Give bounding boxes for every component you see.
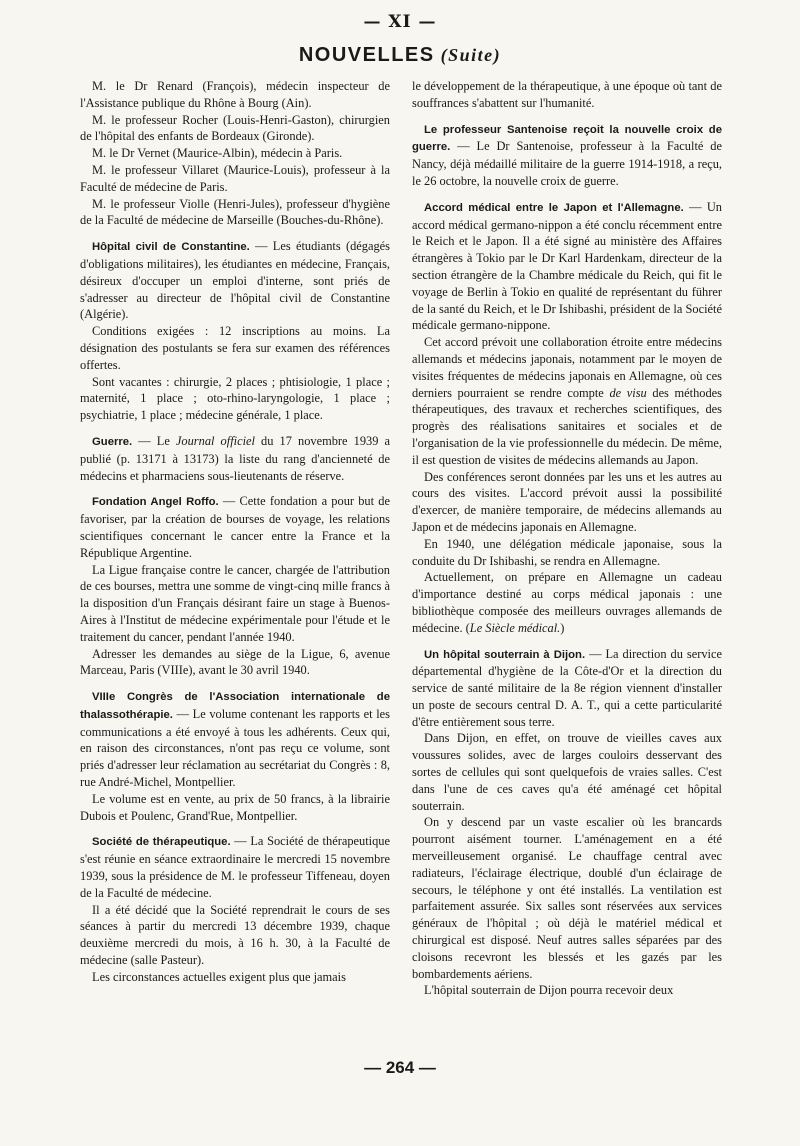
appointment: M. le professeur Violle (Henri-Jules), professeur d'hygiène de la Faculté de médecine de Marseille (Bouches-du-Rhône). [80,196,390,228]
paragraph: Sont vacantes : chirurgie, 2 places ; phtisiologie, 1 place ; maternité, 1 place ; oto-rhino-laryngologie, 1 place ; psychiatrie, 1 place ; médecine générale, 1 place. [80,374,390,423]
section-constantine [80,238,390,424]
paragraph: La Ligue française contre le cancer, chargée de l'attribution de ces bourses, mettra une somme de vingt-cinq mille francs à la disposition d'un Français désirant faire un stage à Buenos-Aires à l'Institut de médecine expérimentale pour l'étude et le traitement du cancer, pendant l'année 1940. [80,562,390,644]
paragraph: Adresser les demandes au siège de la Ligue, 6, avenue Marceau, Paris (VIIIe), avant le 30 avril 1940. [80,646,390,678]
paragraph: — La Société de thérapeutique s'est réunie en séance extraordinaire le mercredi 15 novembre 1939, sous la présidence de M. le professeur Tiffeneau, doyen de la Faculté de médecine. [80,834,390,900]
appointment: M. le Dr Vernet (Maurice-Albin), médecin à Paris. [92,146,343,161]
right-column [412,78,722,999]
section-heading: VIIIe Congrès de l'Association internationale de thalassothérapie. [80,691,390,721]
paragraph: L'hôpital souterrain de Dijon pourra recevoir deux [424,983,674,998]
paragraph-part: ) [560,620,565,635]
folio-bottom: — 264 — [364,1058,436,1077]
paragraph: Il a été décidé que la Société reprendrait le cours de ses séances à partir du mercredi 13 décembre 1939, chaque deuxième mercredi du mois, à 16 h. 30, à la Faculté de médecine (salle Pasteur). [80,902,390,968]
paragraph: Conditions exigées : 12 inscriptions au moins. La désignation des postulants se fera sur examen des références offertes. [80,324,390,372]
paragraph-part: — Le [138,433,176,448]
paragraph: le développement de la thérapeutique, à une époque où tant de souffrances s'abattent sur l'humanité. [412,79,722,110]
section-santenoise [412,121,722,190]
paragraph: En 1940, une délégation médicale japonaise, sous la conduite du Dr Ishibashi, se rendra en Allemagne. [412,536,722,568]
section-heading: Fondation Angel Roffo. [92,496,219,509]
section-heading: Guerre. [92,435,133,448]
section-congres [80,688,390,824]
paragraph: — Cette fondation a pour but de favoriser, par la création de bourses de voyage, les relations scientifiques concernant le cancer entre la France et la République Argentine. [80,494,390,560]
folio-top: — XI — [363,12,437,32]
paragraph: Dans Dijon, en effet, on trouve de vieilles caves aux voussures solides, avec de larges couloirs desservant des sortes de cellules qui sont quelquefois de vraies salles. C'est dans l'une de ces caves qu'a été aménagé cet hôpital souterrain. [412,731,722,813]
paragraph: — La direction du service départemental d'hygiène de la Côte-d'Or et la direction du service de santé militaire de la 8e région viennent d'installer un poste de secours central D. A. T., qui a cette particularité d'être entièrement sous terre. [412,646,722,729]
section-heading: Un hôpital souterrain à Dijon. [424,648,586,661]
page-title-suffix: (Suite) [440,45,502,65]
italic-title: Journal officiel [175,433,255,448]
paragraph: — Le Dr Santenoise, professeur à la Faculté de Nancy, déjà médaillé militaire de la guerre 1914-1918, a reçu, le 26 octobre, la nouvelle croix de guerre. [412,139,722,188]
appointment: M. le professeur Rocher (Louis-Henri-Gaston), chirurgien de l'hôpital des enfants de Bordeaux (Gironde). [80,112,390,144]
section-roffo [80,493,390,679]
page-title [0,44,800,67]
section-heading: Hôpital civil de Constantine. [92,241,250,254]
paragraph: — Les étudiants (dégagés d'obligations militaires), les étudiantes en médecine, Français, désireux d'occuper un emploi d'interne, sont priés de s'adresser au directeur de l'hôpital civil de Constantine (Algérie). [80,239,390,322]
paragraph: Des conférences seront données par les uns et les autres au cours des visites. L'accord prévoit aussi la possibilité d'exercer, de manière temporaire, de médecins allemands au Japon et de médecins japonais en Allemagne. [412,469,722,534]
section-dijon [412,646,722,1000]
paragraph: — Un accord médical germano-nippon a été conclu récemment entre le Reich et le Japon. Il a été signé au ministère des Affaires étrangères à Tokio par le Dr Karl Hardenkam, directeur de la section étrangère de la Chambre médicale du Reich, qui fit le voyage de Berlin à Tokio en qualité de représentant du führer de la santé du Reich, et le Dr Ishibashi, président de la Société médicale germano-nippone. [412,199,722,333]
paragraph-part: Actuellement, on prépare en Allemagne un cadeau d'importance destiné au corps médical japonais : une bibliothèque composée des meilleurs ouvrages allemands de médecine. ( [412,570,722,635]
page-title-text: NOUVELLES [298,44,435,66]
paragraph: Les circonstances actuelles exigent plus que jamais [92,969,346,984]
section-heading: Société de thérapeutique. [92,836,231,849]
paragraph-part: Cet accord prévoit une collaboration étroite entre médecins allemands et médecins japonais, notamment par le moyen de visites fréquentes de médecins japonais en Allemagne, où ces derniers pourraient se rendre compte [412,335,722,400]
italic-phrase: de visu [609,385,647,400]
paragraph: On y descend par un vaste escalier où les brancards pourront aisément tourner. L'aménagement en a été merveilleusement organisé. Le chauffage central avec radiateurs, l'éclairage électrique, doublé d'un éclairage de secours, le téléphone y ont été installés. La ventilation est parfaitement assurée. Six salles sont réservées aux services généraux de l'hôpital ; où déjà le matériel médical et chirurgical est disposé. Neuf autres salles séparées par des cloisons recevront les blessés et les gazés par les bombardements aériens. [412,815,722,981]
appointment: M. le Dr Renard (François), médecin inspecteur de l'Assistance publique du Rhône à Bourg (Ain). [80,79,390,110]
left-column [80,78,390,986]
section-heading: Accord médical entre le Japon et l'Allemagne. [424,201,684,214]
paragraph: — Le volume contenant les rapports et les communications a été envoyé à tous les adhérents. Ceux qui, en raison des circonstances, n'ont pas reçu ce volume, sont priés d'adresser leur réclamation au secrétariat du Congrès : 8, rue André-Michel, Montpellier. [80,706,390,790]
section-heading: Le professeur Santenoise reçoit la nouvelle croix de guerre. [412,123,722,154]
section-societe [80,833,390,985]
paragraph-part: des méthodes thérapeutiques, des travaux et recherches scientifiques, des progrès des réalisations sanitaires et sociales et de l'organisation de la vie professionnelle du médecin. De même, il est question de visites de médecins allemands au Japon. [412,385,723,467]
appointment: M. le professeur Villaret (Maurice-Louis), professeur à la Faculté de médecine de Paris. [80,162,390,194]
section-guerre [80,433,390,484]
section-japon [412,199,722,637]
paragraph-part: du 17 novembre 1939 a publié (p. 13171 à 13173) la liste du rang d'ancienneté de médecins et pharmaciens sous-lieutenants de réserve. [80,433,390,483]
italic-source: Le Siècle médical. [469,620,561,635]
paragraph: Le volume est en vente, au prix de 50 francs, à la librairie Dubois et Poulenc, Grand'Rue, Montpellier. [80,791,390,823]
